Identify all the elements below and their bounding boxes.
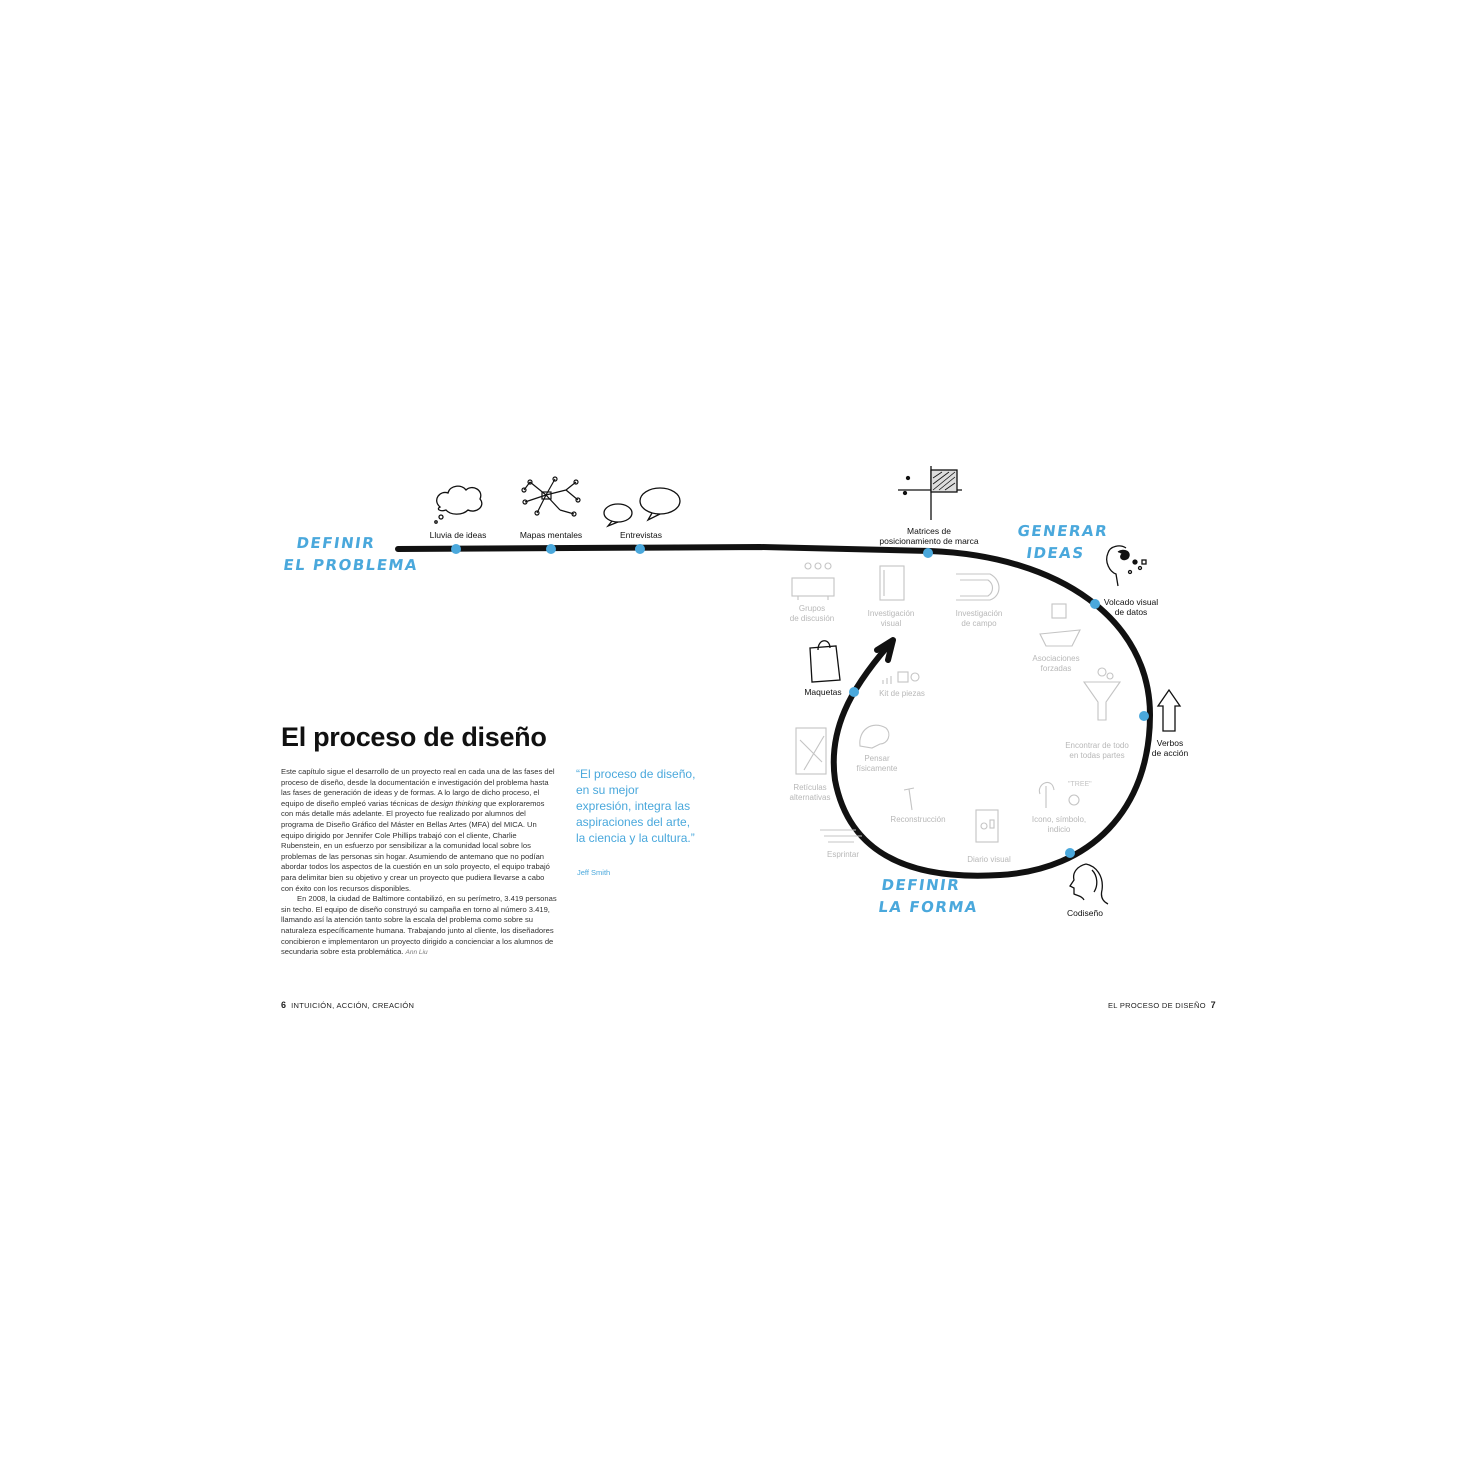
ghost-reconstruction: Reconstrucción xyxy=(890,815,946,824)
positioning-matrix-icon xyxy=(898,466,962,520)
phase-define-problem xyxy=(282,532,423,576)
ghost-forced-associations xyxy=(1032,654,1079,673)
ghost-field-research-line2: de campo xyxy=(961,618,997,628)
body-paragraph-2 xyxy=(281,894,558,959)
ghost-parts-kit: Kit de piezas xyxy=(879,689,925,698)
node-codesign xyxy=(1065,848,1075,858)
ghost-field-research xyxy=(956,609,1003,628)
parts-kit-icon xyxy=(883,672,919,684)
page-title: El proceso de diseño xyxy=(281,722,547,752)
node-visual-dump xyxy=(1090,599,1100,609)
quote-author: Jeff Smith xyxy=(577,868,611,877)
profile-face-icon xyxy=(1070,864,1108,904)
head-swirl-icon xyxy=(1107,546,1146,586)
footer-left-page-number: 6 xyxy=(281,1000,287,1010)
node-mockups xyxy=(849,687,859,697)
body-para1-a: Este capítulo sigue el desarrollo de un proyecto real en cada una de las fases del proceso de diseño, desde la documentación e investigación del problema hasta las fases de generación de ideas y de formas. A lo largo de dicho proceso, el equipo de diseño empleó varias técnicas de xyxy=(281,767,555,808)
stage-action-verbs-line2: de acción xyxy=(1151,748,1189,758)
stage-action-verbs xyxy=(1152,738,1188,758)
mind-map-icon xyxy=(522,477,580,516)
ghost-forced-associations-line2: forzadas xyxy=(1040,663,1072,673)
footer-left-text: INTUICIÓN, ACCIÓN, CREACIÓN xyxy=(291,1001,415,1010)
funnel-icon xyxy=(1084,668,1120,720)
pull-quote: “El proceso de diseño, en su mejor expresión, integra las aspiraciones del arte, la ciencia y la cultura.” xyxy=(576,767,696,845)
ghost-physical-thinking-line1: Pensar xyxy=(864,754,890,763)
ghost-icon-symbol-index-line1: Icono, símbolo, xyxy=(1031,815,1087,824)
node-interviews xyxy=(635,544,645,554)
stage-mockups: Maquetas xyxy=(804,687,842,697)
ghost-visual-diary: Diario visual xyxy=(967,855,1011,864)
body-para1-em: design thinking xyxy=(430,798,482,808)
stage-brand-matrix-line1: Matrices de xyxy=(907,526,951,536)
stage-brand-matrix-line2: posicionamiento de marca xyxy=(879,536,979,546)
body-para1-b: que exploraremos con más detalle más adelante. El proyecto fue realizado por alumnos del programa de Diseño Gráfico del Máster en Bellas Artes (MFA) del MICA. Un equipo dirigido por Jennifer Cole Phillips trabajó con el cliente, Charlie Rubenstein, en un esfuerzo por sensibilizar a la comunidad local sobre los problemas de las personas sin hogar. Asumiendo de antemano que no podían abordar todos los aspectos de la cuestión en un solo proyecto, el equipo trabajó para delimitar bien su objetivo y crear un proyecto que pudiera llevarse a cabo con éxito con los recursos disponibles. xyxy=(281,798,550,893)
field-research-icon xyxy=(956,574,999,600)
body-paragraph-1 xyxy=(281,767,558,894)
stage-brand-matrix xyxy=(879,526,978,546)
ghost-focus-groups-line1: Grupos xyxy=(798,604,826,613)
body-para2: En 2008, la ciudad de Baltimore contabilizó, en su perímetro, 3.419 personas sin techo. El equipo de diseño construyó su campaña en torno al número 3.419, llamando así la atención tanto sobre la escala del problema como sobre su naturaleza específicamente humana. Trabajando junto al cliente, los diseñadores concibieron e implementaron un proyecto dirigido a concienciar a los alumnos de secundaria sobre esta problemática. xyxy=(281,894,557,957)
phase-define-form-line1: DEFINIR xyxy=(880,876,962,894)
ghost-focus-groups-line2: de discusión xyxy=(789,613,835,623)
svg-text:"TREE": "TREE" xyxy=(1068,781,1092,788)
ghost-alt-grids-line1: Retículas xyxy=(793,783,827,792)
book-icon xyxy=(880,566,904,600)
ghost-physical-thinking-line2: físicamente xyxy=(856,763,898,773)
stage-mind-maps: Mapas mentales xyxy=(519,530,583,540)
up-arrow-icon xyxy=(1158,690,1180,731)
ghost-find-everywhere-line2: en todas partes xyxy=(1069,750,1125,760)
stage-action-verbs-line1: Verbos xyxy=(1156,738,1184,748)
ghost-field-research-line1: Investigación xyxy=(955,609,1003,618)
phase-generate-ideas-line1: GENERAR xyxy=(1016,522,1110,540)
shopping-bag-icon xyxy=(810,641,840,682)
ghost-visual-research xyxy=(868,609,915,628)
phase-generate-ideas-line2: IDEAS xyxy=(1025,544,1086,562)
ghost-focus-groups xyxy=(790,604,834,623)
forced-associations-icon xyxy=(1040,604,1080,646)
node-action-verbs xyxy=(1139,711,1149,721)
node-brainstorm xyxy=(451,544,461,554)
stage-interviews: Entrevistas xyxy=(619,530,663,540)
phase-define-form xyxy=(877,874,983,918)
ghost-find-everywhere xyxy=(1065,741,1129,760)
stage-visual-dump-line1: Volcado visual xyxy=(1103,597,1159,607)
ghost-alt-grids xyxy=(790,783,831,802)
ghost-find-everywhere-line1: Encontrar de todo xyxy=(1065,741,1129,750)
grid-image-icon xyxy=(796,728,826,774)
ghost-alt-grids-line2: alternativas xyxy=(789,792,831,802)
footer-right-text: EL PROCESO DE DISEÑO xyxy=(1108,1001,1206,1010)
ghost-icon-symbol-index xyxy=(1032,815,1086,834)
stage-brainstorm: Lluvia de ideas xyxy=(429,530,487,540)
footer-right-page-number: 7 xyxy=(1210,1000,1216,1010)
tree-icon xyxy=(1039,781,1092,808)
diary-icon xyxy=(976,810,998,842)
body-credit: Ann Liu xyxy=(405,949,428,957)
cloud-icon xyxy=(435,486,482,523)
phase-define-form-line2: LA FORMA xyxy=(877,898,980,916)
ghost-icon-symbol-index-line2: indicio xyxy=(1047,824,1071,834)
footer-left xyxy=(281,1000,414,1010)
ghost-forced-associations-line1: Asociaciones xyxy=(1032,654,1080,663)
footer-right xyxy=(1108,1000,1216,1010)
phase-define-problem-line1: DEFINIR xyxy=(295,534,377,552)
ghost-physical-thinking xyxy=(857,754,898,773)
nail-icon xyxy=(904,788,914,810)
node-brand-matrix xyxy=(923,548,933,558)
body-text xyxy=(281,767,558,959)
node-mind-maps xyxy=(546,544,556,554)
ghost-visual-research-line2: visual xyxy=(880,618,902,628)
phase-generate-ideas xyxy=(1013,520,1110,564)
stage-visual-dump-line2: de datos xyxy=(1114,607,1148,617)
speech-bubbles-icon xyxy=(604,488,680,526)
stage-codesign: Codiseño xyxy=(1067,908,1103,918)
focus-group-icon xyxy=(792,563,834,600)
flexed-arm-icon xyxy=(860,725,889,748)
ghost-visual-research-line1: Investigación xyxy=(867,609,915,618)
stage-visual-dump xyxy=(1104,597,1158,617)
phase-define-problem-line2: EL PROBLEMA xyxy=(282,556,420,574)
ghost-sprint: Esprintar xyxy=(826,850,860,859)
